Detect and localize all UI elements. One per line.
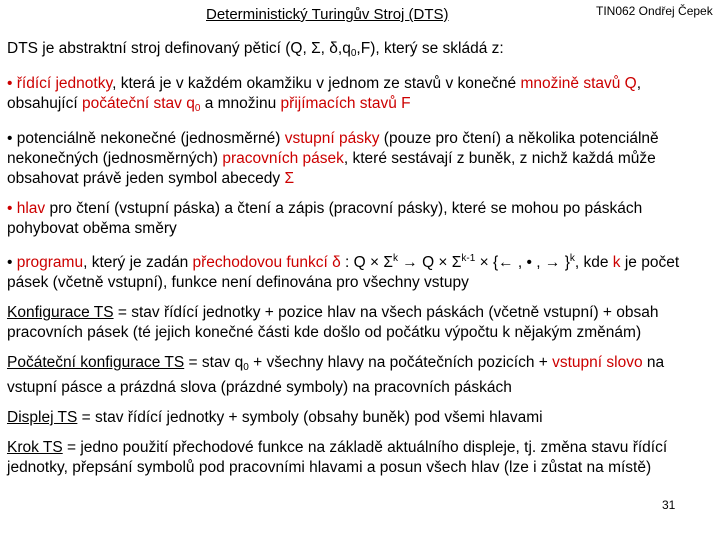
text: , který je zadán: [83, 254, 193, 271]
term-display: Displej TS: [7, 409, 78, 426]
intro-text-a: DTS je abstraktní stroj definovaný pěticí (Q, Σ, δ,q: [7, 40, 351, 57]
term-initial-state: počáteční stav $q_0$: [81, 95, 201, 114]
page-number: 31: [662, 498, 676, 512]
text: , které sestávají z buněk, z nichž každá může obsahovat právě jeden symbol abecedy: [7, 150, 656, 187]
text: je počet pásek (včetně vstupní), funkce není definována pro všechny vstupy: [7, 254, 680, 291]
text: (pouze pro čtení) a několika potenciálně nekonečných (jednosměrných): [7, 130, 659, 167]
superscript: k: [392, 253, 398, 264]
text: = stav q: [184, 354, 244, 371]
superscript: k-1: [461, 253, 476, 264]
def-initial-configuration: [7, 353, 715, 398]
text: a množinu: [200, 95, 281, 112]
bullet-heads: [7, 199, 715, 239]
text: : Q × Σ: [340, 254, 393, 271]
intro-text-b: ,F), který se skládá z:: [356, 40, 504, 57]
text: = jedno použití přechodové funkce na základě aktuálního displeje, tj. změna stavu řídící jednotky, přepsání symbolů pod pracovními hlavami a posun všech hlav (lze i zůstat na místě): [7, 439, 668, 476]
bullet-marker: •: [7, 75, 17, 92]
term-initial-configuration: Počáteční konfigurace TS: [7, 354, 185, 371]
text: pro čtení (vstupní páska) a čtení a zápis (pracovní pásky), které se mohou po páskách pohybovat oběma směry: [7, 200, 643, 237]
text: potenciálně nekonečné (jednosměrné): [16, 130, 285, 147]
term-state-set: množině stavů Q: [520, 75, 637, 92]
text: → Q × Σ: [397, 254, 462, 271]
term-k: k: [612, 254, 621, 271]
text: × {← , • , → }: [475, 254, 570, 271]
text: , kde: [574, 254, 613, 271]
term-control-unit: řídící jednotky: [16, 75, 113, 92]
text: + všechny hlavy na počátečních pozicích +: [248, 354, 553, 371]
bullet-control-unit: [7, 74, 715, 119]
term-transition-function: přechodovou funkcí δ: [192, 254, 341, 271]
term-input-word: vstupní slovo: [552, 354, 643, 371]
term-configuration: Konfigurace TS: [7, 304, 114, 321]
term-step: Krok TS: [7, 439, 63, 456]
term-program: programu: [16, 254, 84, 271]
bullet-marker: •: [7, 200, 17, 217]
def-display: [7, 408, 715, 428]
bullet-program: [7, 249, 715, 293]
bullet-tapes: [7, 129, 715, 189]
term-heads: hlav: [16, 200, 46, 217]
text: , která je v každém okamžiku v jednom ze stavů v konečné: [112, 75, 521, 92]
text: = stav řídící jednotky + pozice hlav na všech páskách (včetně vstupní) + obsah pracovních pásek (té jejich konečné části kde došlo od počátku výpočtu k nějakým změnám): [7, 304, 659, 341]
course-label: TIN062 Ondřej Čepek: [596, 4, 713, 18]
def-step: [7, 438, 715, 478]
bullet-marker: •: [7, 254, 17, 271]
term-work-tapes: pracovních pásek: [222, 150, 344, 167]
text: , obsahující: [7, 75, 642, 112]
term-alphabet: Σ: [284, 170, 295, 187]
term-accepting-states: přijímacích stavů F: [280, 95, 411, 112]
intro-subscript: 0: [350, 48, 357, 59]
term-input-tape: vstupní pásky: [284, 130, 380, 147]
text: = stav řídící jednotky + symboly (obsahy buněk) pod všemi hlavami: [77, 409, 543, 426]
intro-paragraph: [7, 39, 715, 64]
def-configuration: [7, 303, 715, 343]
superscript: k: [569, 253, 575, 264]
subscript: 0: [243, 362, 249, 373]
slide-title: Deterministický Turingův Stroj (DTS): [206, 6, 449, 23]
bullet-marker: •: [7, 130, 17, 147]
slide-content: [7, 39, 715, 478]
text: na vstupní pásce a prázdná slova (prázdné symboly) na pracovních páskách: [7, 354, 665, 396]
